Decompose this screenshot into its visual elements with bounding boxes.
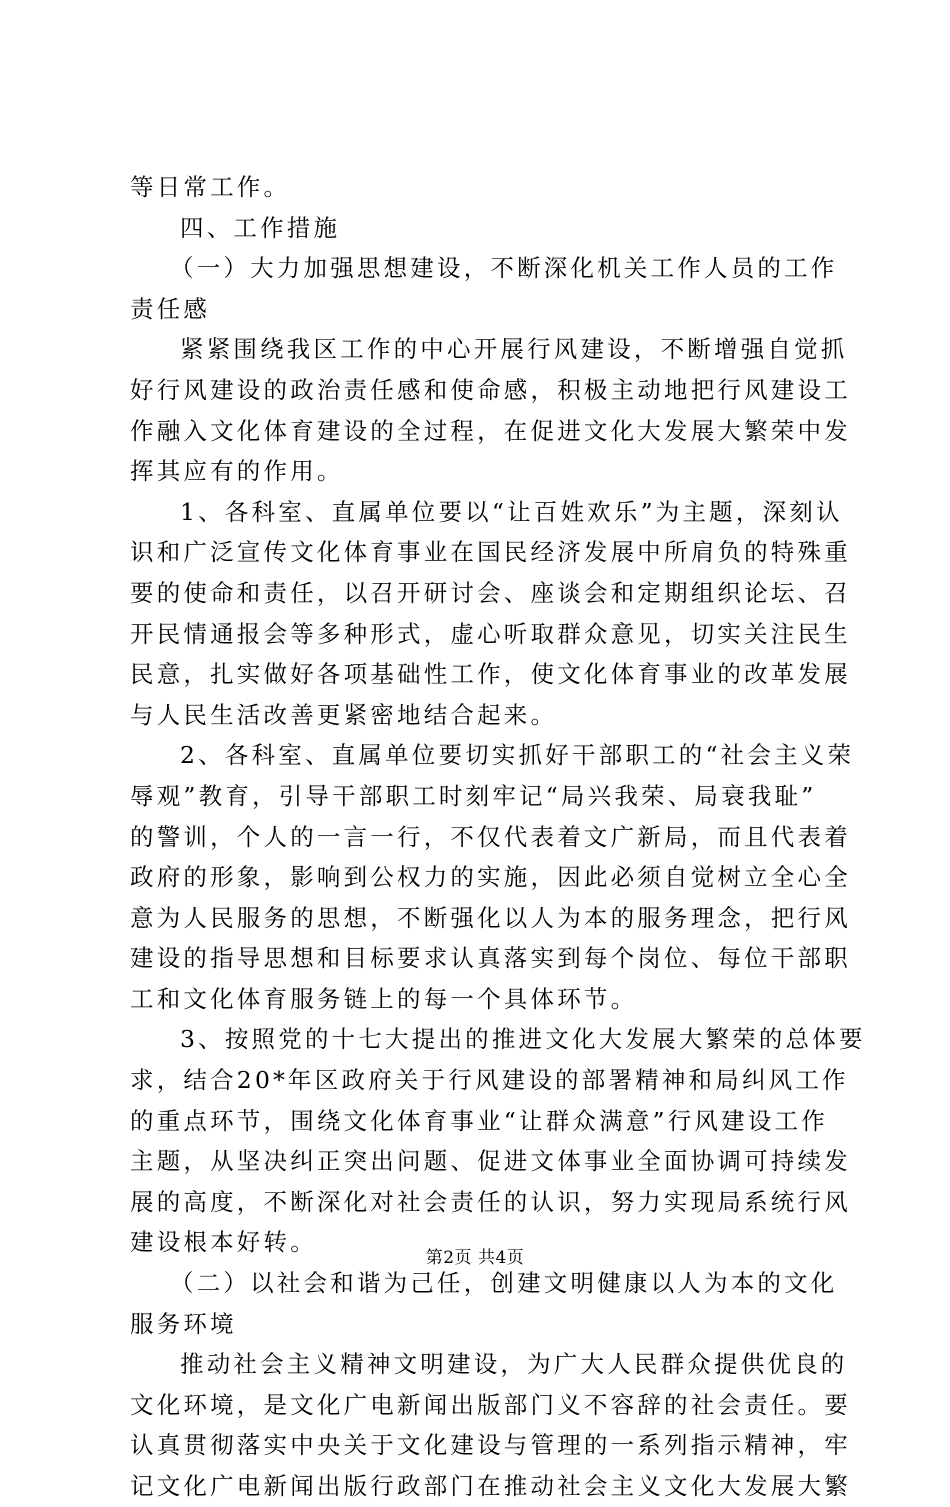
paragraph-line: 政府的形象，影响到公权力的实施，因此必须自觉树立全心全 [130, 863, 851, 892]
paragraph-line: 作融入文化体育建设的全过程，在促进文化大发展大繁荣中发 [130, 416, 851, 445]
paragraph-line: 认真贯彻落实中央关于文化建设与管理的一系列指示精神，牢 [130, 1431, 851, 1460]
paragraph-line: 紧紧围绕我区工作的中心开展行风建设，不断增强自觉抓 [180, 335, 848, 364]
paragraph-line: 开民情通报会等多种形式，虚心听取群众意见，切实关注民生 [130, 619, 851, 648]
paragraph-line: 展的高度，不断深化对社会责任的认识，努力实现局系统行风 [130, 1187, 851, 1216]
paragraph-line: 求，结合20*年区政府关于行风建设的部署精神和局纠风工作 [130, 1066, 849, 1095]
paragraph-line: 好行风建设的政治责任感和使命感，积极主动地把行风建设工 [130, 375, 851, 404]
section-heading: 四、工作措施 [180, 213, 341, 242]
document-body [130, 167, 866, 1507]
subsection-heading-continued: 责任感 [130, 294, 211, 323]
paragraph-line: 要的使命和责任，以召开研讨会、座谈会和定期组织论坛、召 [130, 578, 851, 607]
paragraph-line: 推动社会主义精神文明建设，为广大人民群众提供优良的 [180, 1350, 848, 1379]
list-item-3: 3、按照党的十七大提出的推进文化大发展大繁荣的总体要 [180, 1025, 866, 1054]
page-number-footer: 第2页 共4页 [425, 1248, 525, 1268]
subsection-heading: （二）以社会和谐为己任，创建文明健康以人为本的文化 [170, 1269, 838, 1298]
subsection-heading: （一）大力加强思想建设，不断深化机关工作人员的工作 [170, 254, 838, 283]
paragraph-line: 工和文化体育服务链上的每一个具体环节。 [130, 984, 638, 1013]
paragraph-line: 文化环境，是文化广电新闻出版部门义不容辞的社会责任。要 [130, 1390, 851, 1419]
list-item-1: 1、各科室、直属单位要以“让百姓欢乐”为主题，深刻认 [180, 497, 843, 526]
paragraph-line: 记文化广电新闻出版行政部门在推动社会主义文化大发展大繁 [130, 1472, 851, 1500]
paragraph-line: 民意，扎实做好各项基础性工作，使文化体育事业的改革发展 [130, 660, 851, 689]
paragraph-line: 意为人民服务的思想，不断强化以人为本的服务理念，把行风 [130, 903, 851, 932]
paragraph-line: 的重点环节，围绕文化体育事业“让群众满意”行风建设工作 [130, 1106, 828, 1135]
list-item-2: 2、各科室、直属单位要切实抓好干部职工的“社会主义荣 [180, 741, 855, 770]
paragraph-line: 与人民生活改善更紧密地结合起来。 [130, 700, 558, 729]
paragraph-line: 建设根本好转。 [130, 1228, 317, 1257]
text-line: 等日常工作。 [130, 173, 291, 201]
subsection-heading-continued: 服务环境 [130, 1309, 237, 1338]
paragraph-line: 识和广泛宣传文化体育事业在国民经济发展中所肩负的特殊重 [130, 538, 851, 567]
paragraph-line: 辱观”教育，引导干部职工时刻牢记“局兴我荣、局衰我耻” [130, 781, 817, 810]
paragraph-line: 挥其应有的作用。 [130, 457, 344, 486]
paragraph-line: 建设的指导思想和目标要求认真落实到每个岗位、每位干部职 [130, 944, 851, 973]
paragraph-line: 的警训，个人的一言一行，不仅代表着文广新局，而且代表着 [130, 822, 851, 851]
paragraph-line: 主题，从坚决纠正突出问题、促进文体事业全面协调可持续发 [130, 1147, 851, 1176]
